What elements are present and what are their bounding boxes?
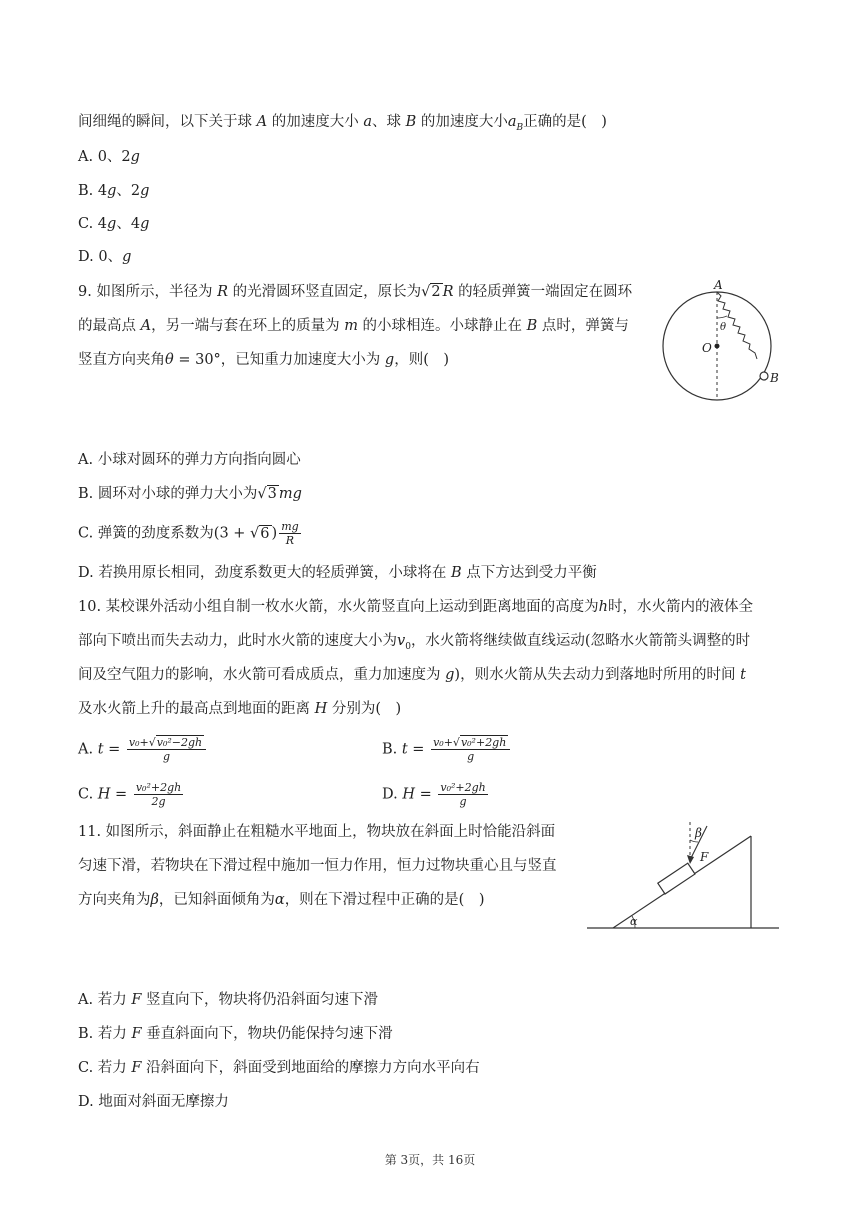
q10-option-c[interactable] xyxy=(78,781,185,808)
q8-stem xyxy=(78,112,607,138)
text: 的最高点 xyxy=(78,318,141,334)
text: B. 4 xyxy=(78,183,108,199)
text: ，已知斜面倾角为 xyxy=(158,892,275,908)
var: g xyxy=(107,183,117,199)
text: 2 xyxy=(431,284,441,300)
text: 时，水火箭内的液体全 xyxy=(608,599,754,615)
text: = xyxy=(414,786,437,803)
var: B xyxy=(450,565,462,581)
fraction xyxy=(127,736,206,763)
text: )，则水火箭从失去动力到落地时所用的时间 xyxy=(454,667,741,683)
var: β xyxy=(150,892,159,908)
text: B. 圆环对小球的弹力大小为 xyxy=(78,486,258,502)
text: D. xyxy=(382,786,403,803)
q8-option-d[interactable] xyxy=(78,247,131,267)
text: = xyxy=(103,741,125,758)
text: 部向下喷出而失去动力，此时水火箭的速度大小为 xyxy=(78,633,397,649)
text: 分别为( ) xyxy=(327,701,402,717)
q11-option-d[interactable] xyxy=(78,1092,229,1112)
text: 方向夹角为 xyxy=(78,892,151,908)
text: 点下方达到受力平衡 xyxy=(461,565,597,581)
label-theta: θ xyxy=(720,322,727,333)
var: F xyxy=(131,1060,142,1076)
var: B xyxy=(526,318,538,334)
text: 0 xyxy=(405,641,411,652)
text: v₀²−2gh xyxy=(156,736,203,749)
text: 间细绳的瞬间，以下关于球 xyxy=(78,114,257,130)
var: H xyxy=(402,786,415,803)
text: ，则在下滑过程中正确的是( ) xyxy=(284,892,485,908)
var: h xyxy=(598,599,609,615)
text: 9. 如图所示，半径为 xyxy=(78,284,218,300)
text: A. xyxy=(78,741,98,758)
var: A xyxy=(140,318,152,334)
q10-stem-line2 xyxy=(78,631,750,657)
denominator: g xyxy=(163,750,171,763)
var: H xyxy=(314,701,328,717)
var: F xyxy=(131,1026,142,1042)
denominator: g xyxy=(467,750,475,763)
q11-option-c[interactable] xyxy=(78,1058,480,1078)
text: C. xyxy=(78,786,98,803)
var: t xyxy=(740,667,746,683)
numerator: v₀+√v₀²+2gh xyxy=(431,736,510,750)
q10-stem-line1 xyxy=(78,597,753,617)
q8-option-a[interactable] xyxy=(78,147,140,167)
text: D. 0、 xyxy=(78,249,123,265)
label-o: O xyxy=(702,341,712,355)
denominator: R xyxy=(285,534,295,547)
text: D. 若换用原长相同，劲度系数更大的轻质弹簧，小球将在 xyxy=(78,565,451,581)
q11-option-b[interactable] xyxy=(78,1024,393,1044)
text: 的光滑圆环竖直固定，原长为 xyxy=(227,284,422,300)
q11-incline-diagram xyxy=(585,818,785,936)
text: 10. 某校课外活动小组自制一枚水火箭，水火箭竖直向上运动到距离地面的高度为 xyxy=(78,599,599,615)
var: mg xyxy=(278,486,302,502)
denominator: 2g xyxy=(151,795,166,808)
label-a: A xyxy=(714,278,723,292)
var: F xyxy=(131,992,142,1008)
text: 点时，弹簧与 xyxy=(537,318,629,334)
label-f: F xyxy=(700,850,709,864)
fraction xyxy=(431,736,510,763)
fraction xyxy=(438,781,487,808)
text: 匀速下滑，若物块在下滑过程中施加一恒力作用，恒力过物块重心且与竖直 xyxy=(78,858,557,874)
text: ，则( ) xyxy=(394,352,450,368)
var: g xyxy=(140,183,150,199)
text: 3 xyxy=(267,486,277,502)
numerator: mg xyxy=(281,520,299,533)
text: = 30°，已知重力加速度大小为 xyxy=(173,352,385,368)
var: t xyxy=(401,741,408,758)
fraction xyxy=(279,520,300,547)
text: 11. 如图所示，斜面静止在粗糙水平地面上，物块放在斜面上时恰能沿斜面 xyxy=(78,824,556,840)
text: 的加速度大小 xyxy=(416,114,508,130)
var: g xyxy=(140,216,150,232)
q9-stem-line2 xyxy=(78,316,629,336)
text: 及水火箭上升的最高点到地面的距离 xyxy=(78,701,315,717)
q10-stem-line3 xyxy=(78,665,746,685)
text: A. 0、2 xyxy=(78,149,131,165)
q11-stem-line3 xyxy=(78,890,485,910)
text: C. 若力 xyxy=(78,1060,132,1076)
q10-option-a[interactable] xyxy=(78,736,208,763)
text: C. 4 xyxy=(78,216,108,232)
numerator: v₀²+2gh xyxy=(135,781,182,794)
text: = xyxy=(110,786,132,803)
text: 的小球相连。小球静止在 xyxy=(357,318,527,334)
q9-stem-line3 xyxy=(78,350,449,370)
q11-stem-line2 xyxy=(78,856,557,876)
var: t xyxy=(97,741,104,758)
var: H xyxy=(97,786,111,803)
text: v₀+ xyxy=(433,736,453,749)
q10-option-d[interactable] xyxy=(382,781,490,808)
var: R xyxy=(442,284,454,300)
text: B. 若力 xyxy=(78,1026,132,1042)
text: ，水火箭将继续做直线运动(忽略水火箭箭头调整的时 xyxy=(410,633,751,649)
q8-option-c[interactable] xyxy=(78,214,149,234)
text: A. 小球对圆环的弹力方向指向圆心 xyxy=(78,452,301,468)
var: g xyxy=(122,249,132,265)
text: 6 xyxy=(260,525,270,542)
label-beta: β xyxy=(695,826,702,840)
var: a xyxy=(363,114,372,130)
page-footer: 第 3页，共 16页 xyxy=(384,1153,476,1167)
var: g xyxy=(445,667,455,683)
var: A xyxy=(256,114,268,130)
var: B xyxy=(516,122,524,133)
q11-option-a[interactable] xyxy=(78,990,378,1010)
var: B xyxy=(405,114,417,130)
text: 垂直斜面向下，物块仍能保持匀速下滑 xyxy=(141,1026,393,1042)
text: 竖直方向夹角 xyxy=(78,352,165,368)
text: v₀+ xyxy=(128,736,149,749)
text: 的轻质弹簧一端固定在圆环 xyxy=(453,284,633,300)
text: = xyxy=(407,741,430,758)
text: B. xyxy=(382,741,402,758)
text: 的加速度大小 xyxy=(267,114,364,130)
var: g xyxy=(107,216,117,232)
text: 、4 xyxy=(116,216,141,232)
fraction xyxy=(134,781,183,808)
var: m xyxy=(344,318,358,334)
q10-option-b[interactable] xyxy=(382,736,512,763)
var: g xyxy=(130,149,140,165)
text: v₀²+2gh xyxy=(460,736,507,749)
text: 沿斜面向下，斜面受到地面给的摩擦力方向水平向右 xyxy=(141,1060,480,1076)
q9-option-d[interactable] xyxy=(78,563,597,583)
q9-stem-line1: 9. 如图所示，半径为 R 的光滑圆环竖直固定，原长为√2 R 的轻质弹簧一端固定在圆环 xyxy=(78,284,633,300)
text: 、球 xyxy=(371,114,406,130)
text: D. 地面对斜面无摩擦力 xyxy=(78,1094,229,1110)
text: ) xyxy=(271,525,278,542)
text: 间及空气阻力的影响，水火箭可看成质点，重力加速度为 xyxy=(78,667,446,683)
label-alpha: α xyxy=(630,915,638,928)
text: A. 若力 xyxy=(78,992,132,1008)
var: R xyxy=(217,284,228,300)
q9-ring-diagram xyxy=(655,278,785,408)
q9-option-b[interactable]: B. 圆环对小球的弹力大小为√3 mg xyxy=(78,486,302,502)
label-b: B xyxy=(770,371,779,385)
text: 、2 xyxy=(116,183,141,199)
text: C. 弹簧的劲度系数为(3 + xyxy=(78,525,251,542)
q9-option-c[interactable]: C. 弹簧的劲度系数为(3 + √6 ) $\frac{mg}{R}$ xyxy=(78,520,299,547)
text: 竖直向下，物块将仍沿斜面匀速下滑 xyxy=(141,992,378,1008)
q11-stem-line1 xyxy=(78,822,555,842)
text: 正确的是( ) xyxy=(523,114,607,130)
var: v xyxy=(397,633,406,649)
q8-option-b[interactable] xyxy=(78,181,149,201)
q10-stem-line4 xyxy=(78,699,401,719)
var: a xyxy=(507,114,517,130)
var: g xyxy=(384,352,395,368)
text: ，另一端与套在环上的质量为 xyxy=(151,318,345,334)
numerator: v₀+√v₀²−2gh xyxy=(127,736,206,750)
numerator: v₀²+2gh xyxy=(440,781,486,794)
var: θ xyxy=(165,352,174,368)
denominator: g xyxy=(459,795,467,808)
q9-option-a[interactable] xyxy=(78,450,301,470)
var: α xyxy=(274,892,285,908)
